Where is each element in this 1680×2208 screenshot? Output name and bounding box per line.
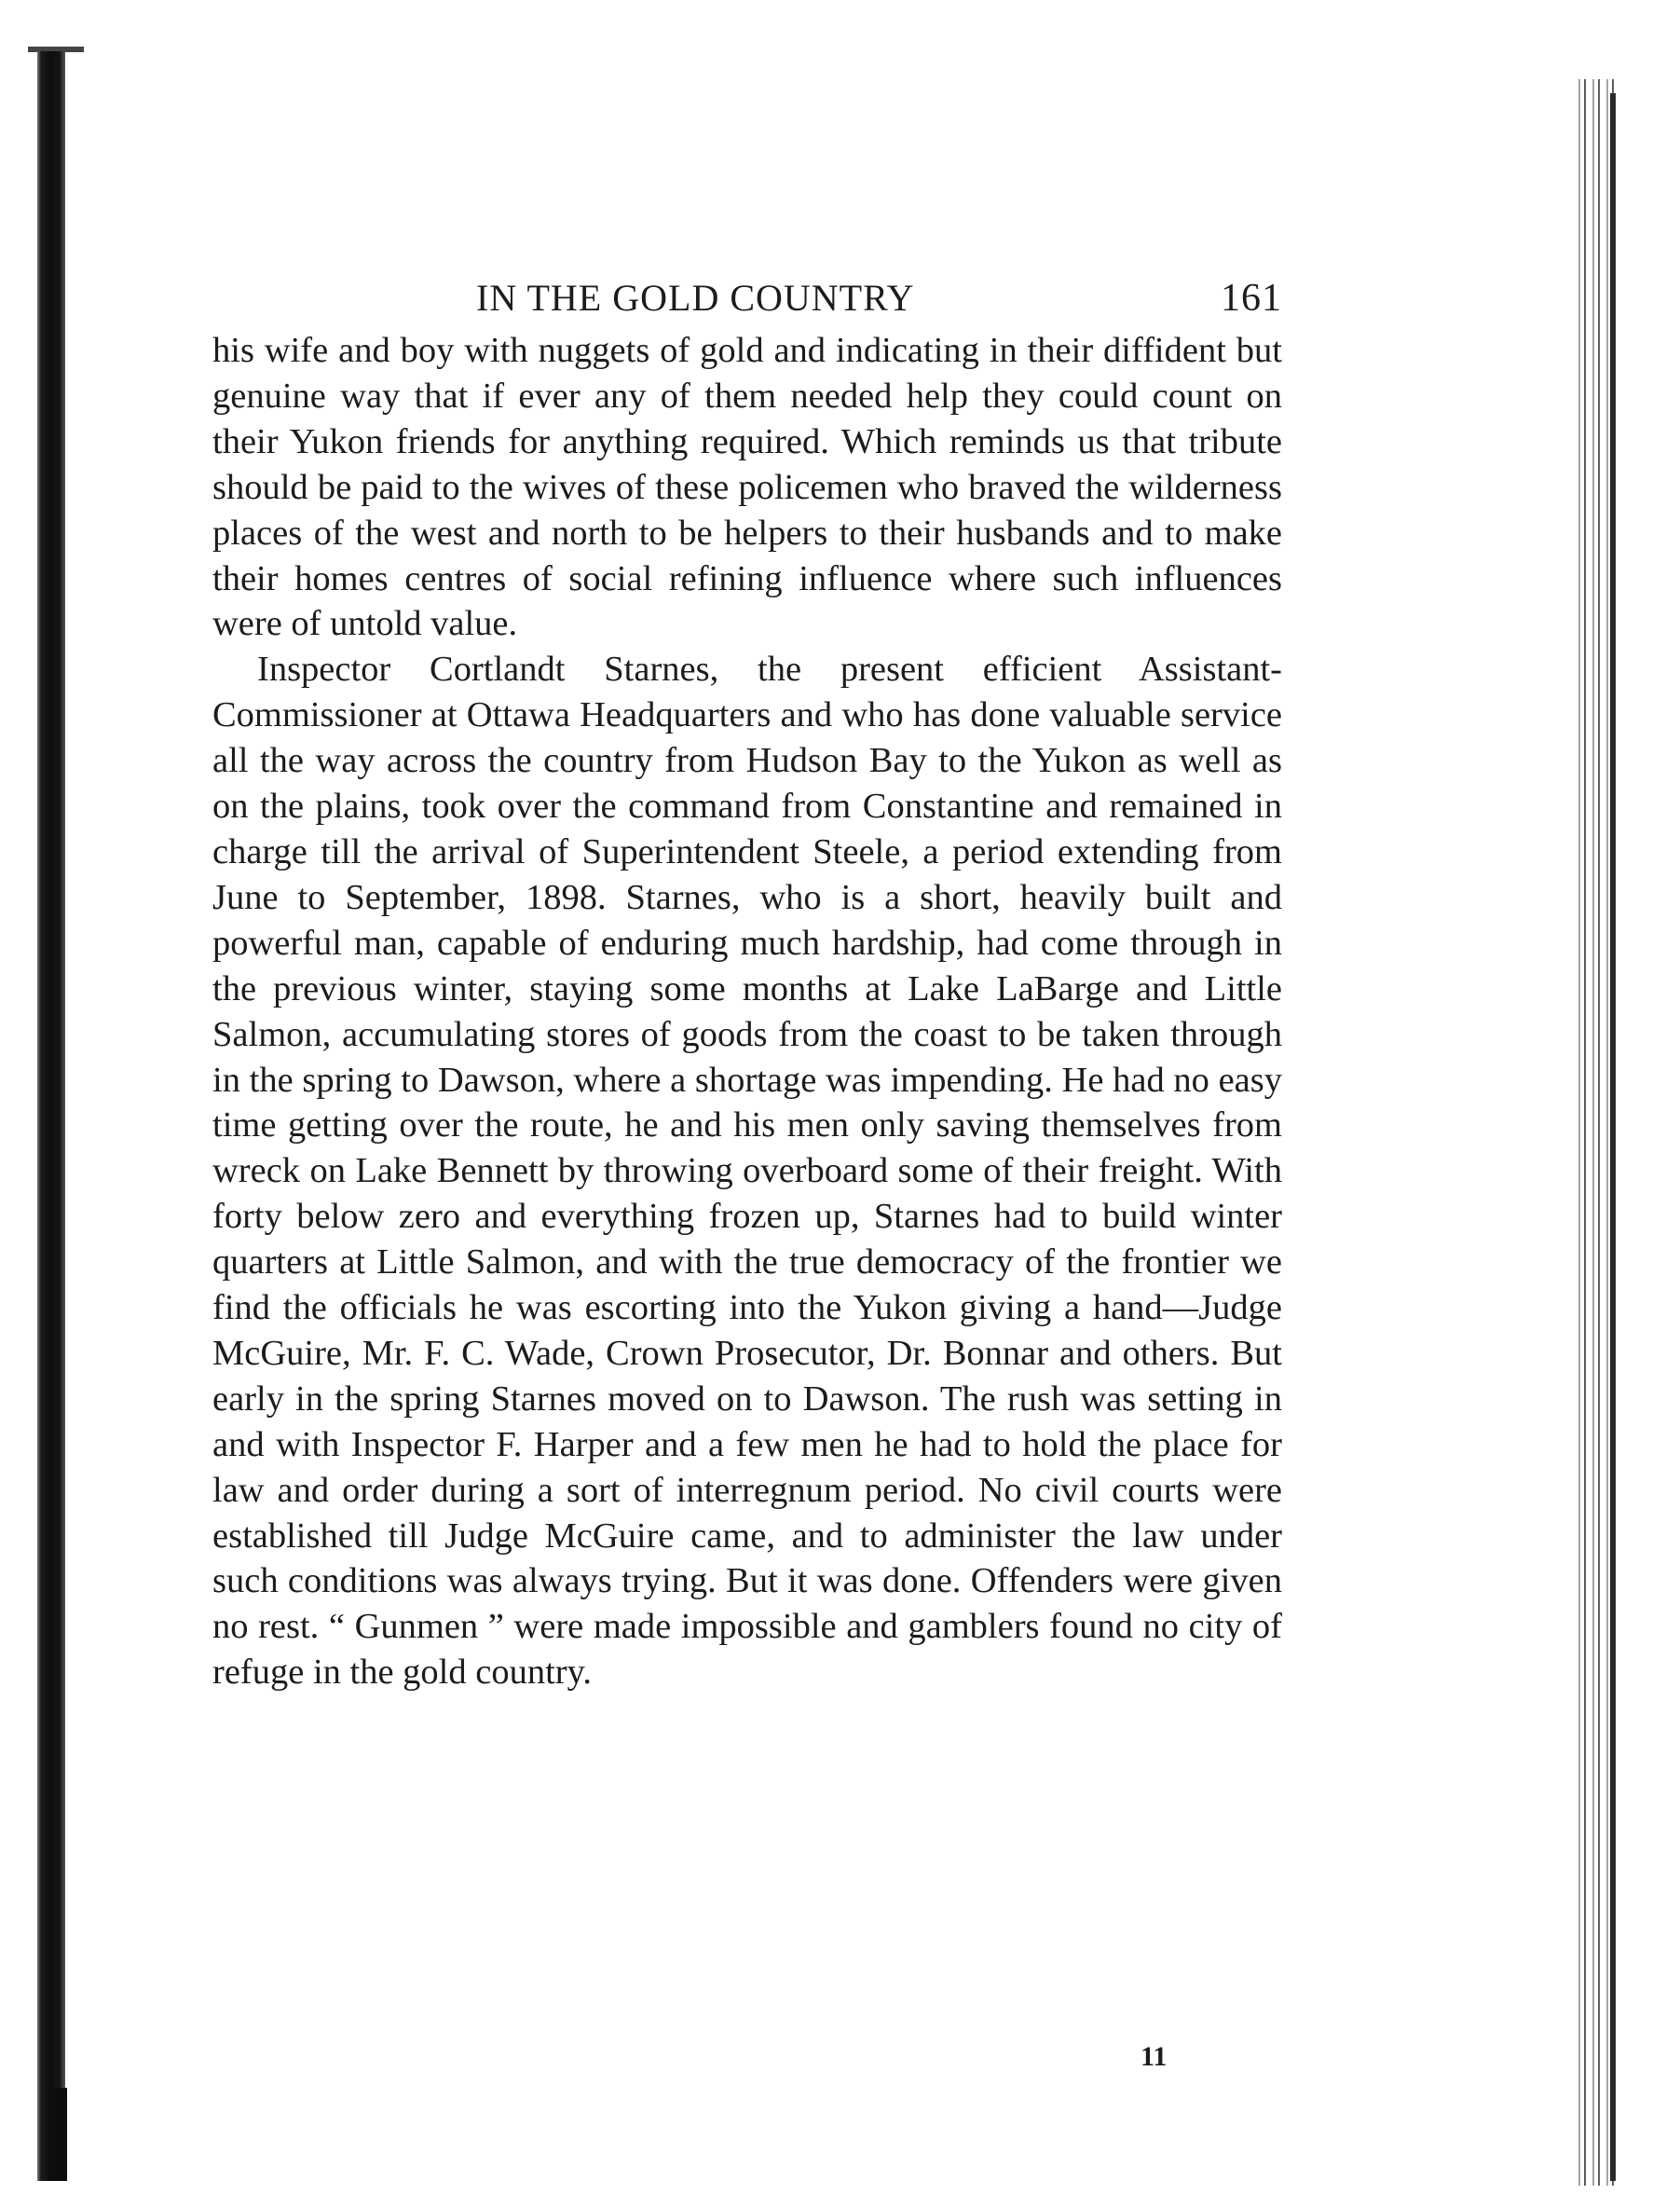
binding-edge-left	[37, 51, 65, 2181]
body-text	[212, 328, 1282, 1695]
binding-edge-foot	[48, 2088, 67, 2181]
paragraph-continued: his wife and boy with nuggets of gold and indicating in their diffident but genuine way that if ever any of them needed help they could count on their Yukon friends for anything required. Which reminds us that tribute should be paid to the wives of these policemen who braved the wilderness places of the west and north to be helpers to their husbands and to make their homes centres of social refining influence where such influences were of untold value.	[212, 331, 1282, 644]
signature-mark: 11	[1140, 2041, 1168, 2072]
book-page	[212, 270, 1282, 1695]
running-head-title: IN THE GOLD COUNTRY	[476, 277, 915, 319]
paragraph-starnes: Inspector Cortlandt Starnes, the present efficient Assistant-Commissioner at Ottawa Headquarters and who has done valuable service all the way across the country from Hudson Bay to the Yukon as well as on the plains, took over the command from Constantine and remained in charge till the arrival of Superintendent Steele, a period extending from June to September, 1898. Starnes, who is a short, heavily built and powerful man, capable of enduring much hardship, had come through in the previous winter, staying some months at Lake LaBarge and Little Salmon, accumulating stores of goods from the coast to be taken through in the spring to Dawson, where a shortage was impending. He had no easy time getting over the route, he and his men only saving themselves from wreck on Lake Bennett by throwing overboard some of their freight. With forty below zero and everything frozen up, Starnes had to build winter quarters at Little Salmon, and with the true democracy of the frontier we find the officials he was escorting into the Yukon giving a hand—Judge McGuire, Mr. F. C. Wade, Crown Prosecutor, Dr. Bonnar and others. But early in the spring Starnes moved on to Dawson. The rush was setting in and with Inspector F. Harper and a few men he had to hold the place for law and order during a sort of interregnum period. No civil courts were established till Judge McGuire came, and to administer the law under such conditions was always trying. But it was done. Offenders were given no rest. “ Gunmen ” were made impossible and gamblers found no city of refuge in the gold country.	[212, 650, 1282, 1693]
running-head	[212, 270, 1282, 328]
page-stack-shadow-right	[1610, 93, 1616, 2181]
page-number: 161	[1221, 277, 1282, 320]
